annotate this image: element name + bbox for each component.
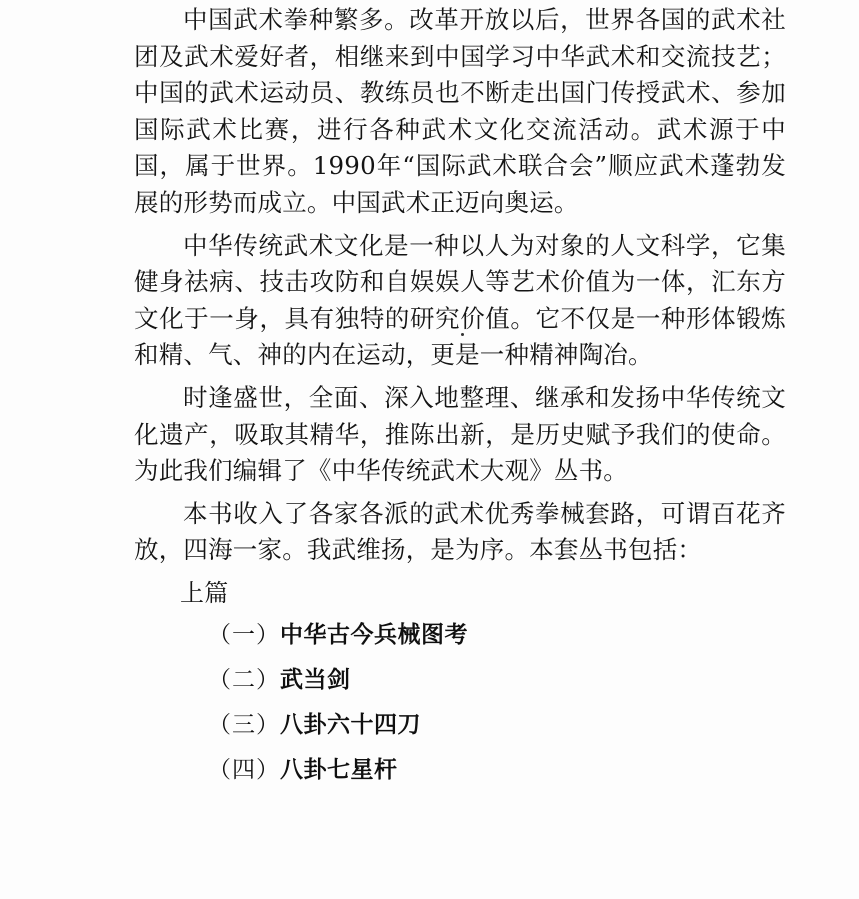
toc-item-title: 八卦七星杆 xyxy=(280,756,398,783)
toc-item-title: 八卦六十四刀 xyxy=(280,711,421,738)
toc-item-number: （三） xyxy=(208,711,280,738)
paragraph-wushu-culture: 中华传统武术文化是一种以人为对象的人文科学，它集健身祛病、技击攻防和自娱娱人等艺术价值为一体，汇东方文化于一身，具有独特的研究价值。它不仅是一种形体锻炼和精、气、神的内在运动，更是一种精神陶冶。 xyxy=(134,230,786,370)
scan-speck xyxy=(461,333,464,336)
paragraph-book-contents: 本书收入了各家各派的武术优秀拳械套路，可谓百花齐放，四海一家。我武维扬，是为序。本套丛书包括： xyxy=(134,498,786,565)
toc-item-title: 武当剑 xyxy=(280,666,351,693)
toc-item-title: 中华古今兵械图考 xyxy=(280,621,468,648)
toc-item-2 xyxy=(208,662,786,707)
body-text xyxy=(134,2,786,797)
toc-item-4 xyxy=(208,752,786,797)
paragraph-heritage-mission: 时逢盛世，全面、深入地整理、继承和发扬中华传统文化遗产，吸取其精华，推陈出新，是历史赋予我们的使命。为此我们编辑了《中华传统武术大观》丛书。 xyxy=(134,382,786,486)
section-heading-part-one: 上篇 xyxy=(180,578,229,607)
paragraph-wushu-history: 中国武术拳种繁多。改革开放以后，世界各国的武术社团及武术爱好者，相继来到中国学习中华武术和交流技艺；中国的武术运动员、教练员也不断走出国门传授武术、参加国际武术比赛，进行各种武术文化交流活动。武术源于中国，属于世界。1990年“国际武术联合会”顺应武术蓬勃发展的形势而成立。中国武术正迈向奥运。 xyxy=(134,5,786,217)
toc-item-number: （二） xyxy=(208,666,280,693)
table-of-contents xyxy=(134,617,786,797)
toc-item-1 xyxy=(208,617,786,662)
toc-item-number: （一） xyxy=(208,621,280,648)
toc-item-3 xyxy=(208,707,786,752)
toc-item-number: （四） xyxy=(208,756,280,783)
